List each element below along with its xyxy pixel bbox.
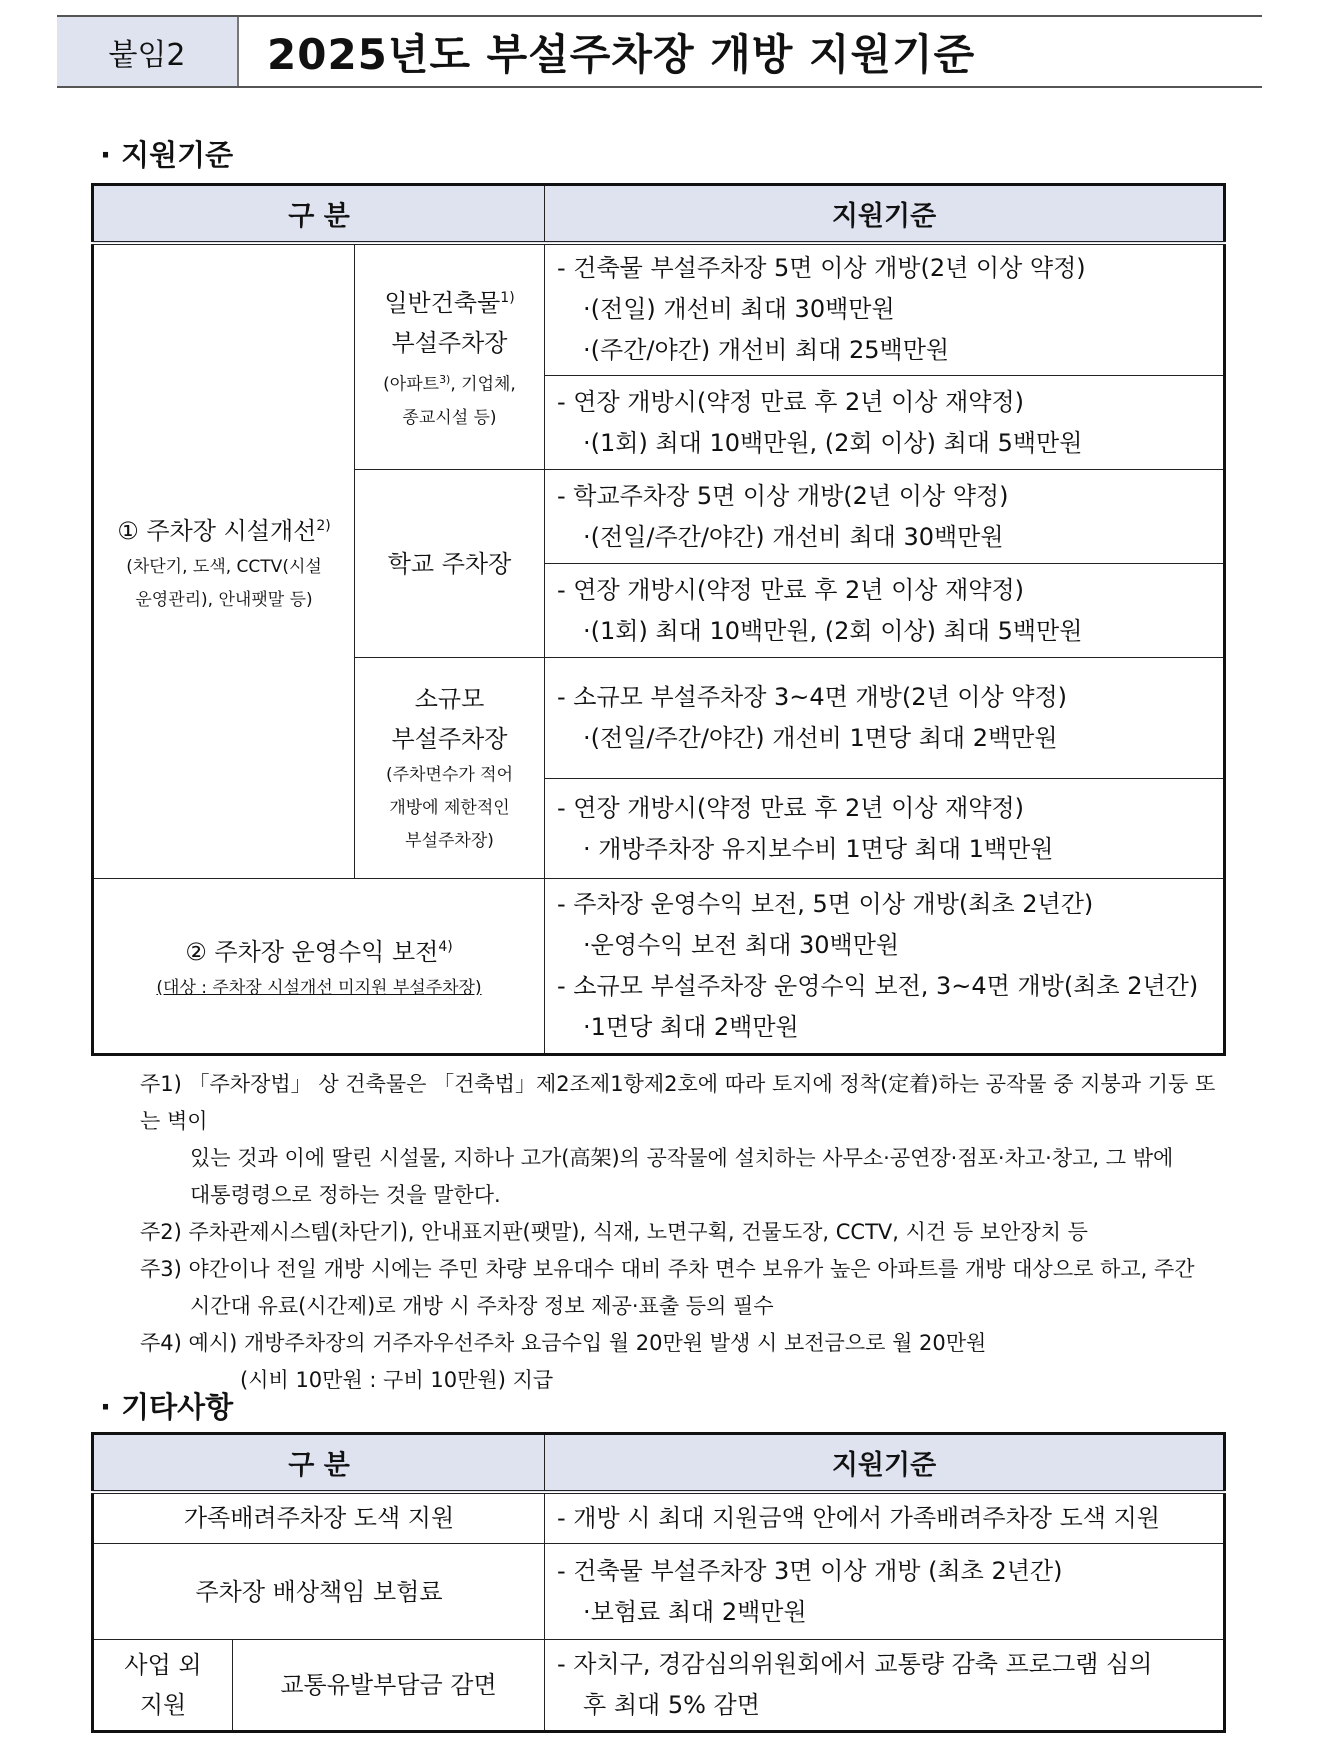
header-category: 구 분 — [93, 185, 545, 243]
other-matters-table — [91, 1432, 1226, 1733]
general-building-category: 일반건축물$^{1)}$ 부설주차장 (아파트$^{3)}$, 기업체, 종교시설 등) — [355, 243, 545, 470]
small-extension-cell: - 연장 개방시(약정 만료 후 2년 이상 재약정) · 개방주차장 유지보수비 1면당 최대 1백만원 — [545, 779, 1225, 879]
school-extension-cell: - 연장 개방시(약정 만료 후 2년 이상 재약정) ·(1회) 최대 10백만원, (2회 이상) 최대 5백만원 — [545, 564, 1225, 658]
school-criteria-cell: - 학교주차장 5면 이상 개방(2년 이상 약정) ·(전일/주간/야간) 개선비 최대 30백만원 — [545, 470, 1225, 564]
small-parking-category: 소규모 부설주차장 (주차면수가 적어 개방에 제한적인 부설주차장) — [355, 658, 545, 879]
section-title-support-criteria: · 지원기준 — [100, 138, 234, 172]
header-criteria: 지원기준 — [545, 185, 1225, 243]
facility-improvement-label: ① 주차장 시설개선 — [117, 516, 317, 545]
footnotes — [140, 1066, 1220, 1399]
header-category-2: 구 분 — [93, 1434, 545, 1492]
family-parking-category: 가족배려주차장 도색 지원 — [93, 1492, 545, 1544]
footnote-2: 주2) 주차관제시스템(차단기), 안내표지판(팻말), 식재, 노면구획, 건물도장, CCTV, 시건 등 보안장치 등 — [140, 1220, 1088, 1244]
header-criteria-2: 지원기준 — [545, 1434, 1225, 1492]
support-criteria-table — [91, 183, 1226, 1056]
facility-improvement-category: ① 주차장 시설개선$^{2)}$ (차단기, 도색, CCTV(시설 운영관리), 안내팻말 등) — [93, 243, 355, 879]
family-parking-criteria: - 개방 시 최대 지원금액 안에서 가족배려주차장 도색 지원 — [545, 1492, 1225, 1544]
small-criteria-cell: - 소규모 부설주차장 3~4면 개방(2년 이상 약정) ·(전일/주간/야간) 개선비 1면당 최대 2백만원 — [545, 658, 1225, 779]
document-title: 2025년도 부설주차장 개방 지원기준 — [267, 29, 976, 79]
insurance-criteria: - 건축물 부설주차장 3면 이상 개방 (최초 2년간) ·보험료 최대 2백만원 — [545, 1544, 1225, 1640]
insurance-category: 주차장 배상책임 보험료 — [93, 1544, 545, 1640]
general-extension-cell: - 연장 개방시(약정 만료 후 2년 이상 재약정) ·(1회) 최대 10백만원, (2회 이상) 최대 5백만원 — [545, 376, 1225, 470]
footnote-3: 주3) 야간이나 전일 개방 시에는 주민 차량 보유대수 대비 주차 면수 보유가 높은 아파트를 개방 대상으로 하고, 주간 시간대 유료(시간제)로 개방 시 주차장 정보 제공·표출 등의 필수 — [140, 1257, 1195, 1318]
school-parking-category: 학교 주차장 — [355, 470, 545, 658]
document-header — [57, 15, 1262, 88]
footnote-1: 주1) 「주차장법」 상 건축물은 「건축법」제2조제1항제2호에 따라 토지에 정착(定着)하는 공작물 중 지붕과 기둥 또는 벽이 있는 것과 이에 딸린 시설물, 지하나 고가(高架)의 공작물에 설치하는 사무소·공연장·점포·차고·창고, 그 밖에 대통령령으로 정하는 것을 말한다. — [140, 1072, 1216, 1207]
revenue-criteria-cell: - 주차장 운영수익 보전, 5면 이상 개방(최초 2년간) ·운영수익 보전 최대 30백만원 - 소규모 부설주차장 운영수익 보전, 3~4면 개방(최초 2년간) ·1면당 최대 2백만원 — [545, 879, 1225, 1055]
extra-support-group: 사업 외 지원 — [93, 1640, 233, 1732]
footnote-4: 주4) 예시) 개방주차장의 거주자우선주차 요금수입 월 20만원 발생 시 보전금으로 월 20만원 (시비 10만원 : 구비 10만원) 지급 — [140, 1331, 987, 1392]
general-criteria-cell: - 건축물 부설주차장 5면 이상 개방(2년 이상 약정) ·(전일) 개선비 최대 30백만원 ·(주간/야간) 개선비 최대 25백만원 — [545, 243, 1225, 376]
traffic-charge-criteria: - 자치구, 경감심의위원회에서 교통량 감축 프로그램 심의 후 최대 5% 감면 — [545, 1640, 1225, 1732]
section-title-other-matters: · 기타사항 — [100, 1390, 234, 1424]
revenue-preservation-category: ② 주차장 운영수익 보전$^{4)}$ (대상 : 주차장 시설개선 미지원 부설주차장) — [93, 879, 545, 1055]
traffic-charge-category: 교통유발부담금 감면 — [233, 1640, 545, 1732]
attachment-tag: 붙임2 — [57, 17, 239, 86]
